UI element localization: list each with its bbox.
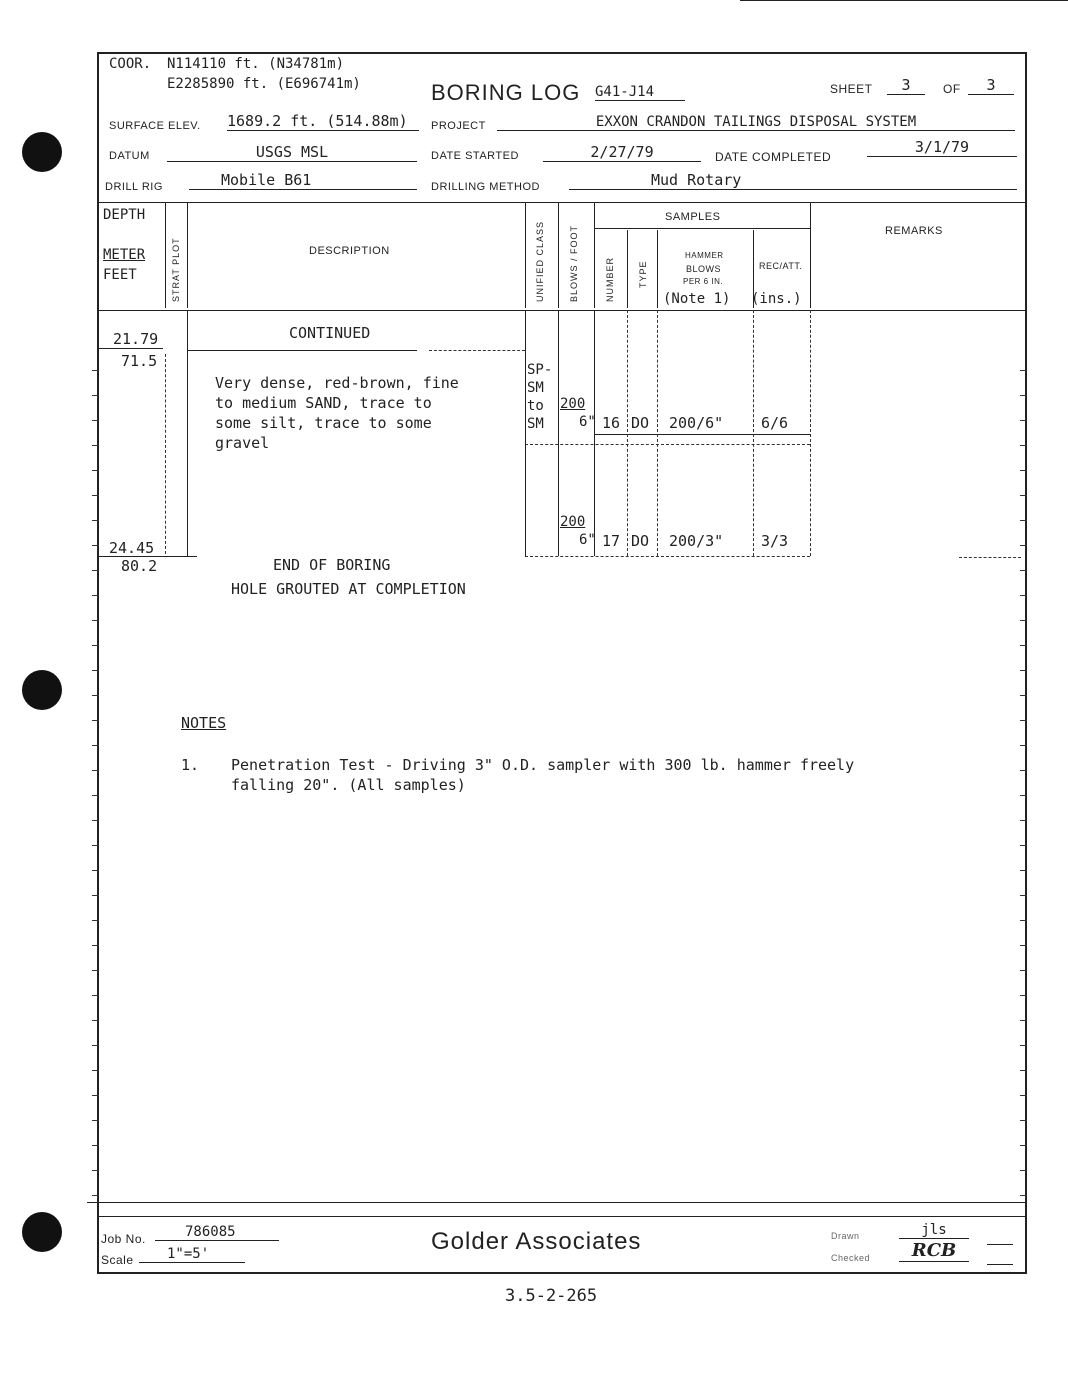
col-depth: DEPTH xyxy=(103,207,146,223)
date-started-value: 2/27/79 xyxy=(543,143,701,162)
scale-tick xyxy=(1020,420,1027,421)
scale-tick xyxy=(92,670,99,671)
punch-hole-bottom xyxy=(22,1212,62,1252)
col-samples: SAMPLES xyxy=(665,211,721,223)
sample16-blows-bottom: 6" xyxy=(579,414,596,430)
sample16-rec: 6/6 xyxy=(761,414,789,432)
scale-tick xyxy=(1020,1170,1027,1171)
footer-end-rule-2 xyxy=(987,1264,1013,1265)
footer-rule-top xyxy=(87,1202,1027,1203)
rule-header-bottom xyxy=(97,310,1027,311)
footer-end-rule-1 xyxy=(987,1244,1013,1245)
project-label: PROJECT xyxy=(431,120,486,132)
sheet-label: SHEET xyxy=(830,82,873,96)
scale-tick xyxy=(1020,895,1027,896)
class-line-3: to xyxy=(527,398,544,414)
scale-tick xyxy=(92,420,99,421)
scale-tick xyxy=(92,870,99,871)
scale-tick xyxy=(1020,820,1027,821)
drawn-value: jls xyxy=(899,1222,969,1239)
sample17-blows-bottom: 6" xyxy=(579,532,596,548)
sample17-type: DO xyxy=(631,532,650,550)
scale-value: 1"=5' xyxy=(139,1246,245,1263)
of-label: OF xyxy=(943,82,961,96)
scale-tick xyxy=(1020,545,1027,546)
continued-label: CONTINUED xyxy=(289,324,371,342)
body-rule-blows-right xyxy=(594,310,595,556)
scale-tick xyxy=(92,470,99,471)
rule-strat-left xyxy=(165,202,166,308)
body-rule-hammer xyxy=(753,310,754,556)
class-line-4: SM xyxy=(527,416,544,432)
scale-tick xyxy=(92,745,99,746)
body-rule-rec xyxy=(810,310,811,556)
drill-rig-label: DRILL RIG xyxy=(105,181,163,193)
scale-tick xyxy=(1020,995,1027,996)
scale-tick xyxy=(1020,470,1027,471)
project-value: EXXON CRANDON TAILINGS DISPOSAL SYSTEM xyxy=(497,114,1015,131)
form-title: BORING LOG xyxy=(431,80,581,105)
scale-tick xyxy=(1020,1195,1027,1196)
class-line-2: SM xyxy=(527,380,544,396)
scale-tick xyxy=(1020,945,1027,946)
col-meter: METER xyxy=(103,247,146,263)
scale-tick xyxy=(92,620,99,621)
col-remarks: REMARKS xyxy=(885,225,943,237)
note-1-line-2: falling 20". (All samples) xyxy=(231,776,466,794)
scale-tick xyxy=(1020,1145,1027,1146)
sheet-total: 3 xyxy=(968,76,1014,95)
sample16-blows-top: 200 xyxy=(560,396,586,412)
scale-tick xyxy=(92,520,99,521)
scale-tick xyxy=(92,970,99,971)
scale-tick xyxy=(92,595,99,596)
scale-tick xyxy=(1020,370,1027,371)
scale-tick xyxy=(1020,1070,1027,1071)
hole-grouted: HOLE GROUTED AT COMPLETION xyxy=(231,580,466,598)
scale-tick xyxy=(92,845,99,846)
footer-rule-second xyxy=(97,1216,1027,1217)
sample16-hammer: 200/6" xyxy=(669,414,724,432)
scale-tick xyxy=(92,495,99,496)
rule-type-right xyxy=(657,230,658,308)
company-name: Golder Associates xyxy=(431,1228,642,1255)
scale-tick xyxy=(92,1195,99,1196)
body-rule-class-right xyxy=(558,310,559,556)
scale-tick xyxy=(92,445,99,446)
col-strat-plot: STRAT PLOT xyxy=(171,237,181,302)
datum-label: DATUM xyxy=(109,150,150,162)
checked-label: Checked xyxy=(831,1253,871,1263)
coor-north: N114110 ft. (N34781m) xyxy=(167,56,345,72)
scale-tick xyxy=(92,370,99,371)
drill-rig-value: Mobile B61 xyxy=(189,171,417,190)
scale-tick xyxy=(92,1020,99,1021)
drilling-method-label: DRILLING METHOD xyxy=(431,181,540,193)
scale-tick xyxy=(1020,520,1027,521)
scale-tick xyxy=(92,920,99,921)
col-unified-class: UNIFIED CLASS xyxy=(535,220,545,302)
scale-tick xyxy=(92,545,99,546)
body-rule-class-left xyxy=(525,310,526,556)
scale-tick xyxy=(1020,970,1027,971)
rule-blows-right xyxy=(594,202,595,308)
col-type: TYPE xyxy=(638,260,648,288)
scale-tick xyxy=(92,1045,99,1046)
boring-id: G41-J14 xyxy=(595,84,685,101)
date-started-label: DATE STARTED xyxy=(431,150,519,162)
scale-tick xyxy=(92,570,99,571)
scale-tick xyxy=(1020,645,1027,646)
sample16-number: 16 xyxy=(602,414,621,432)
scale-tick xyxy=(92,995,99,996)
header-divider xyxy=(97,202,1027,203)
datum-value: USGS MSL xyxy=(167,143,417,162)
scale-tick xyxy=(1020,695,1027,696)
scale-tick xyxy=(92,695,99,696)
col-hammer-l3: PER 6 IN. xyxy=(683,277,724,286)
sample17-rec: 3/3 xyxy=(761,532,789,550)
scale-tick xyxy=(92,945,99,946)
col-number: NUMBER xyxy=(605,256,615,302)
note-1-number: 1. xyxy=(181,756,200,774)
col-hammer-l1: HAMMER xyxy=(685,251,724,260)
body-rule-type xyxy=(657,310,658,556)
checked-value: RCB xyxy=(899,1240,969,1262)
scale-label: Scale xyxy=(101,1253,134,1267)
rule-class-right xyxy=(558,202,559,308)
scale-tick xyxy=(92,895,99,896)
surface-elev-label: SURFACE ELEV. xyxy=(109,120,201,132)
scale-tick xyxy=(1020,1020,1027,1021)
scale-tick xyxy=(92,1120,99,1121)
sample16-type: DO xyxy=(631,414,650,432)
scale-tick xyxy=(92,645,99,646)
drilling-method-value: Mud Rotary xyxy=(569,171,1017,190)
notes-heading: NOTES xyxy=(181,714,227,732)
scale-tick xyxy=(1020,670,1027,671)
scale-tick xyxy=(1020,870,1027,871)
page-number: 3.5-2-265 xyxy=(505,1286,598,1306)
scale-tick xyxy=(92,720,99,721)
date-completed-label: DATE COMPLETED xyxy=(715,150,832,164)
scale-tick xyxy=(1020,1095,1027,1096)
col-feet: FEET xyxy=(103,267,137,283)
scale-tick xyxy=(1020,495,1027,496)
scale-tick xyxy=(92,1095,99,1096)
boring-log-form xyxy=(97,52,1027,1274)
col-hammer-note: (Note 1) xyxy=(663,291,731,307)
surface-elev-value: 1689.2 ft. (514.88m) xyxy=(227,112,419,131)
coor-east: E2285890 ft. (E696741m) xyxy=(167,76,361,92)
scale-tick xyxy=(1020,1120,1027,1121)
body-rule-number xyxy=(627,310,628,556)
scale-tick xyxy=(92,795,99,796)
page-top-edge xyxy=(740,0,1068,1)
col-rec-att: REC/ATT. xyxy=(759,261,803,271)
class-line-1: SP- xyxy=(527,362,553,378)
scale-tick xyxy=(92,770,99,771)
scale-tick xyxy=(92,395,99,396)
desc-line-1: Very dense, red-brown, fine xyxy=(215,374,459,392)
start-meter: 21.79 xyxy=(113,330,159,348)
col-hammer-l2: BLOWS xyxy=(686,264,722,274)
sample17-dash xyxy=(525,556,810,557)
scale-tick xyxy=(1020,745,1027,746)
desc-line-3: some silt, trace to some xyxy=(215,414,432,432)
note-1-line-1: Penetration Test - Driving 3" O.D. sampler with 300 lb. hammer freely xyxy=(231,756,855,774)
col-blows-foot: BLOWS / FOOT xyxy=(569,224,579,302)
scale-tick xyxy=(92,1070,99,1071)
rule-strat-right xyxy=(187,202,188,308)
scale-tick xyxy=(1020,570,1027,571)
sample17-blows-top: 200 xyxy=(560,514,586,530)
drawn-label: Drawn xyxy=(831,1231,860,1241)
continued-dash xyxy=(429,350,525,351)
start-depth-rule xyxy=(97,348,163,349)
sample16-dash xyxy=(525,444,810,445)
job-no-label: Job No. xyxy=(101,1232,146,1246)
rule-hammer-right xyxy=(753,230,754,308)
scale-tick xyxy=(1020,620,1027,621)
scale-tick xyxy=(1020,920,1027,921)
rule-samples-under xyxy=(594,228,810,229)
end-meter: 24.45 xyxy=(109,539,155,557)
coor-label: COOR. xyxy=(109,56,152,72)
col-rec-ins: (ins.) xyxy=(751,291,802,307)
job-no-value: 786085 xyxy=(155,1224,279,1241)
scale-tick xyxy=(1020,770,1027,771)
end-of-boring: END OF BORING xyxy=(273,556,391,574)
scale-tick xyxy=(1020,445,1027,446)
rule-rec-right xyxy=(810,202,811,308)
scale-tick xyxy=(1020,795,1027,796)
body-rule-strat xyxy=(165,354,166,554)
scale-tick xyxy=(1020,720,1027,721)
desc-line-2: to medium SAND, trace to xyxy=(215,394,432,412)
scale-tick xyxy=(1020,845,1027,846)
end-remarks-dash xyxy=(959,557,1021,558)
scale-tick xyxy=(92,1170,99,1171)
col-description: DESCRIPTION xyxy=(309,245,390,257)
start-feet: 71.5 xyxy=(121,352,158,370)
rule-number-right xyxy=(627,230,628,308)
sample17-hammer: 200/3" xyxy=(669,532,724,550)
rule-class-left xyxy=(525,202,526,308)
punch-hole-middle xyxy=(22,670,62,710)
end-feet: 80.2 xyxy=(121,557,158,575)
scale-tick xyxy=(1020,395,1027,396)
punch-hole-top xyxy=(22,132,62,172)
scale-tick xyxy=(92,1145,99,1146)
date-completed-value: 3/1/79 xyxy=(867,138,1017,157)
continued-rule xyxy=(187,350,417,351)
sample17-number: 17 xyxy=(602,532,621,550)
scale-tick xyxy=(92,820,99,821)
body-rule-desc-left xyxy=(187,310,188,556)
scale-tick xyxy=(1020,595,1027,596)
sheet-number: 3 xyxy=(887,76,925,95)
desc-line-4: gravel xyxy=(215,434,270,452)
scale-tick xyxy=(1020,1045,1027,1046)
